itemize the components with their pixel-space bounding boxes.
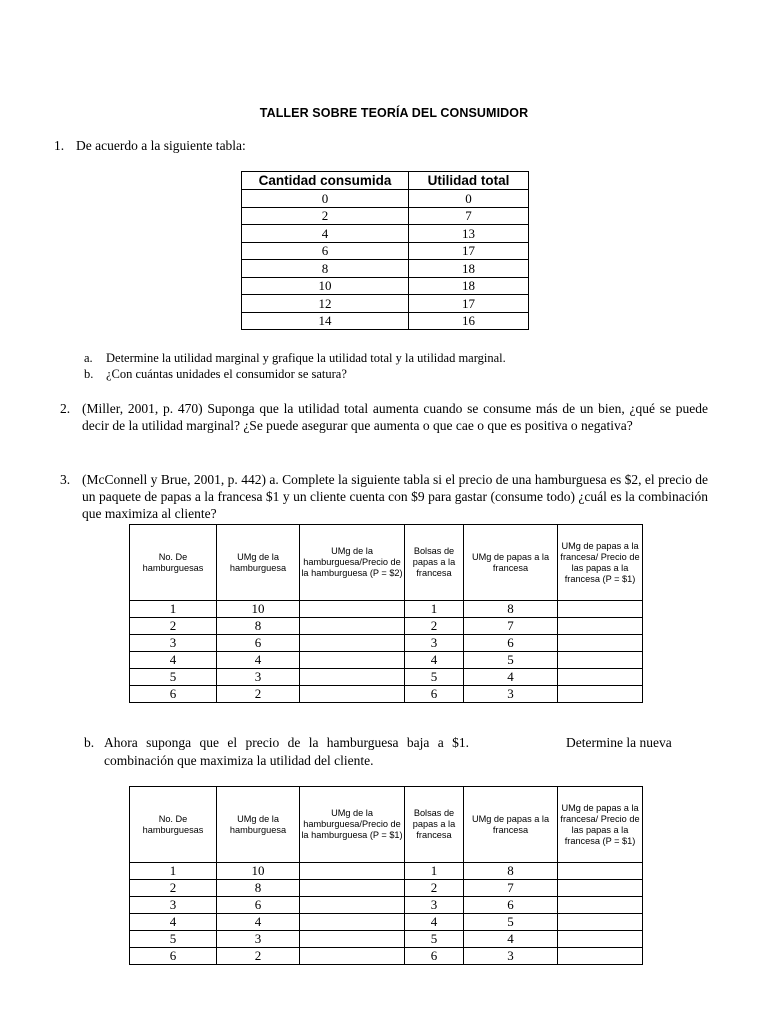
table-row <box>242 207 529 225</box>
table-cell: 2 <box>242 207 409 225</box>
column-header: UMg de papas a la francesa/ Precio de las papas a la francesa (P = $1) <box>558 787 643 863</box>
answer-cell <box>558 948 643 965</box>
table-cell: 2 <box>405 880 464 897</box>
table-cell: 10 <box>217 863 300 880</box>
table-cell: 6 <box>405 686 464 703</box>
column-header: UMg de la hamburguesa/Precio de la hamburguesa (P = $2) <box>300 525 405 601</box>
table-cell: 4 <box>405 914 464 931</box>
table-cell: 8 <box>464 601 558 618</box>
answer-cell <box>300 601 405 618</box>
subquestion-text-line2: combinación que maximiza la utilidad del cliente. <box>104 753 374 768</box>
table-cell: 4 <box>242 225 409 243</box>
table-row <box>130 914 643 931</box>
table-cell: 3 <box>405 635 464 652</box>
table-cell: 3 <box>217 931 300 948</box>
subquestion-1a <box>84 351 684 367</box>
table-cell: 5 <box>405 931 464 948</box>
table-row <box>130 931 643 948</box>
table-cell: 5 <box>130 931 217 948</box>
table-cell: 6 <box>217 635 300 652</box>
table-cell: 0 <box>242 190 409 208</box>
subquestion-1b <box>84 367 684 383</box>
table-cell: 5 <box>464 914 558 931</box>
table-row <box>130 686 643 703</box>
column-header: UMg de la hamburguesa <box>217 787 300 863</box>
answer-cell <box>300 686 405 703</box>
table-cell: 6 <box>130 686 217 703</box>
table-cell: 7 <box>464 618 558 635</box>
page-title: TALLER SOBRE TEORÍA DEL CONSUMIDOR <box>259 106 529 120</box>
table-cell: 8 <box>217 880 300 897</box>
answer-cell <box>558 601 643 618</box>
table-cell: 6 <box>130 948 217 965</box>
question-number: 1. <box>54 138 65 153</box>
question-number: 2. <box>60 401 71 416</box>
table-cell: 1 <box>130 863 217 880</box>
table-header-row <box>130 525 643 601</box>
question-3 <box>60 471 708 525</box>
table-row <box>130 618 643 635</box>
subquestion-text: Determine la utilidad marginal y grafique la utilidad total y la utilidad marginal. <box>106 351 506 365</box>
table-cell: 2 <box>130 618 217 635</box>
table-row <box>242 312 529 330</box>
table-row <box>130 669 643 686</box>
table-cell: 4 <box>217 652 300 669</box>
table-cell: 3 <box>130 897 217 914</box>
question-number: 3. <box>60 472 71 487</box>
table-cell: 6 <box>464 635 558 652</box>
subquestion-letter: b. <box>84 735 95 750</box>
table-row <box>242 190 529 208</box>
answer-cell <box>558 897 643 914</box>
table-cell: 18 <box>409 277 529 295</box>
answer-cell <box>300 931 405 948</box>
table-row <box>130 948 643 965</box>
column-header: UMg de la hamburguesa <box>217 525 300 601</box>
answer-cell <box>300 948 405 965</box>
question-2 <box>60 400 708 454</box>
question-text: (McConnell y Brue, 2001, p. 442) a. Complete la siguiente tabla si el precio de una hamburguesa es $2, el precio de un paquete de papas a la francesa $1 y un cliente cuenta con $9 para gastar (consume todo) ¿cuál es la combinación que maximiza al cliente? <box>82 472 708 521</box>
column-header: No. De hamburguesas <box>130 787 217 863</box>
table-cell: 4 <box>464 669 558 686</box>
table-cell: 12 <box>242 295 409 313</box>
table-cell: 4 <box>464 931 558 948</box>
answer-cell <box>300 897 405 914</box>
table-row <box>130 601 643 618</box>
column-header: No. De hamburguesas <box>130 525 217 601</box>
table-row <box>242 225 529 243</box>
table-cell: 6 <box>242 242 409 260</box>
table-cell: 5 <box>464 652 558 669</box>
answer-cell <box>558 618 643 635</box>
table-cell: 8 <box>464 863 558 880</box>
answer-cell <box>558 686 643 703</box>
answer-cell <box>558 863 643 880</box>
column-header: UMg de la hamburguesa/Precio de la hamburguesa (P = $1) <box>300 787 405 863</box>
answer-cell <box>558 635 643 652</box>
hamburger-table-a <box>129 524 643 703</box>
answer-cell <box>300 863 405 880</box>
question-1 <box>54 137 714 155</box>
table-cell: 5 <box>130 669 217 686</box>
table-cell: 8 <box>242 260 409 278</box>
answer-cell <box>300 618 405 635</box>
table-cell: 13 <box>409 225 529 243</box>
table-row <box>130 880 643 897</box>
table-cell: 14 <box>242 312 409 330</box>
table-header-row <box>130 787 643 863</box>
question-text: De acuerdo a la siguiente tabla: <box>76 138 246 153</box>
table-row <box>242 277 529 295</box>
answer-cell <box>300 914 405 931</box>
answer-cell <box>300 880 405 897</box>
table-cell: 10 <box>242 277 409 295</box>
answer-cell <box>558 914 643 931</box>
table-cell: 17 <box>409 242 529 260</box>
table-cell: 2 <box>405 618 464 635</box>
table-row <box>242 242 529 260</box>
subquestion-3b <box>84 734 708 770</box>
table-row <box>242 260 529 278</box>
table-cell: 2 <box>130 880 217 897</box>
answer-cell <box>558 880 643 897</box>
table-cell: 18 <box>409 260 529 278</box>
column-header: UMg de papas a la francesa/ Precio de las papas a la francesa (P = $1) <box>558 525 643 601</box>
table-cell: 3 <box>464 948 558 965</box>
subquestion-text: ¿Con cuántas unidades el consumidor se satura? <box>106 367 347 381</box>
table-cell: 16 <box>409 312 529 330</box>
table-cell: 17 <box>409 295 529 313</box>
table-cell: 4 <box>217 914 300 931</box>
table-cell: 6 <box>464 897 558 914</box>
table-cell: 1 <box>405 601 464 618</box>
table-row <box>130 863 643 880</box>
question-text: (Miller, 2001, p. 470) Suponga que la utilidad total aumenta cuando se consume más de un bien, ¿qué se puede decir de la utilidad marginal? ¿Se puede asegurar que aumenta o que cae o que es positiva o negativa? <box>82 401 708 433</box>
answer-cell <box>558 669 643 686</box>
column-header: Utilidad total <box>409 172 529 190</box>
table-cell: 7 <box>409 207 529 225</box>
table-header-row <box>242 172 529 190</box>
table-row <box>130 635 643 652</box>
table-cell: 2 <box>217 686 300 703</box>
table-row <box>130 652 643 669</box>
column-header: Bolsas de papas a la francesa <box>405 787 464 863</box>
column-header: UMg de papas a la francesa <box>464 787 558 863</box>
hamburger-table-b <box>129 786 643 965</box>
subquestion-text-continued: Determine la nueva <box>566 735 672 750</box>
table-cell: 6 <box>405 948 464 965</box>
table-cell: 4 <box>130 652 217 669</box>
table-cell: 1 <box>130 601 217 618</box>
subquestion-letter: b. <box>84 367 94 381</box>
table-cell: 3 <box>217 669 300 686</box>
answer-cell <box>300 669 405 686</box>
table-cell: 0 <box>409 190 529 208</box>
table-cell: 8 <box>217 618 300 635</box>
table-cell: 4 <box>130 914 217 931</box>
subquestion-text: Ahora suponga que el precio de la hamburguesa baja a $1. <box>104 735 470 750</box>
subquestion-letter: a. <box>84 351 93 365</box>
table-cell: 7 <box>464 880 558 897</box>
table-cell: 3 <box>130 635 217 652</box>
utility-table <box>241 171 529 330</box>
answer-cell <box>300 652 405 669</box>
table-row <box>242 295 529 313</box>
answer-cell <box>558 652 643 669</box>
table-cell: 3 <box>405 897 464 914</box>
column-header: UMg de papas a la francesa <box>464 525 558 601</box>
answer-cell <box>558 931 643 948</box>
table-cell: 10 <box>217 601 300 618</box>
table-cell: 1 <box>405 863 464 880</box>
table-row <box>130 897 643 914</box>
column-header: Bolsas de papas a la francesa <box>405 525 464 601</box>
column-header: Cantidad consumida <box>242 172 409 190</box>
answer-cell <box>300 635 405 652</box>
table-cell: 3 <box>464 686 558 703</box>
table-cell: 2 <box>217 948 300 965</box>
table-cell: 6 <box>217 897 300 914</box>
table-cell: 4 <box>405 652 464 669</box>
table-cell: 5 <box>405 669 464 686</box>
